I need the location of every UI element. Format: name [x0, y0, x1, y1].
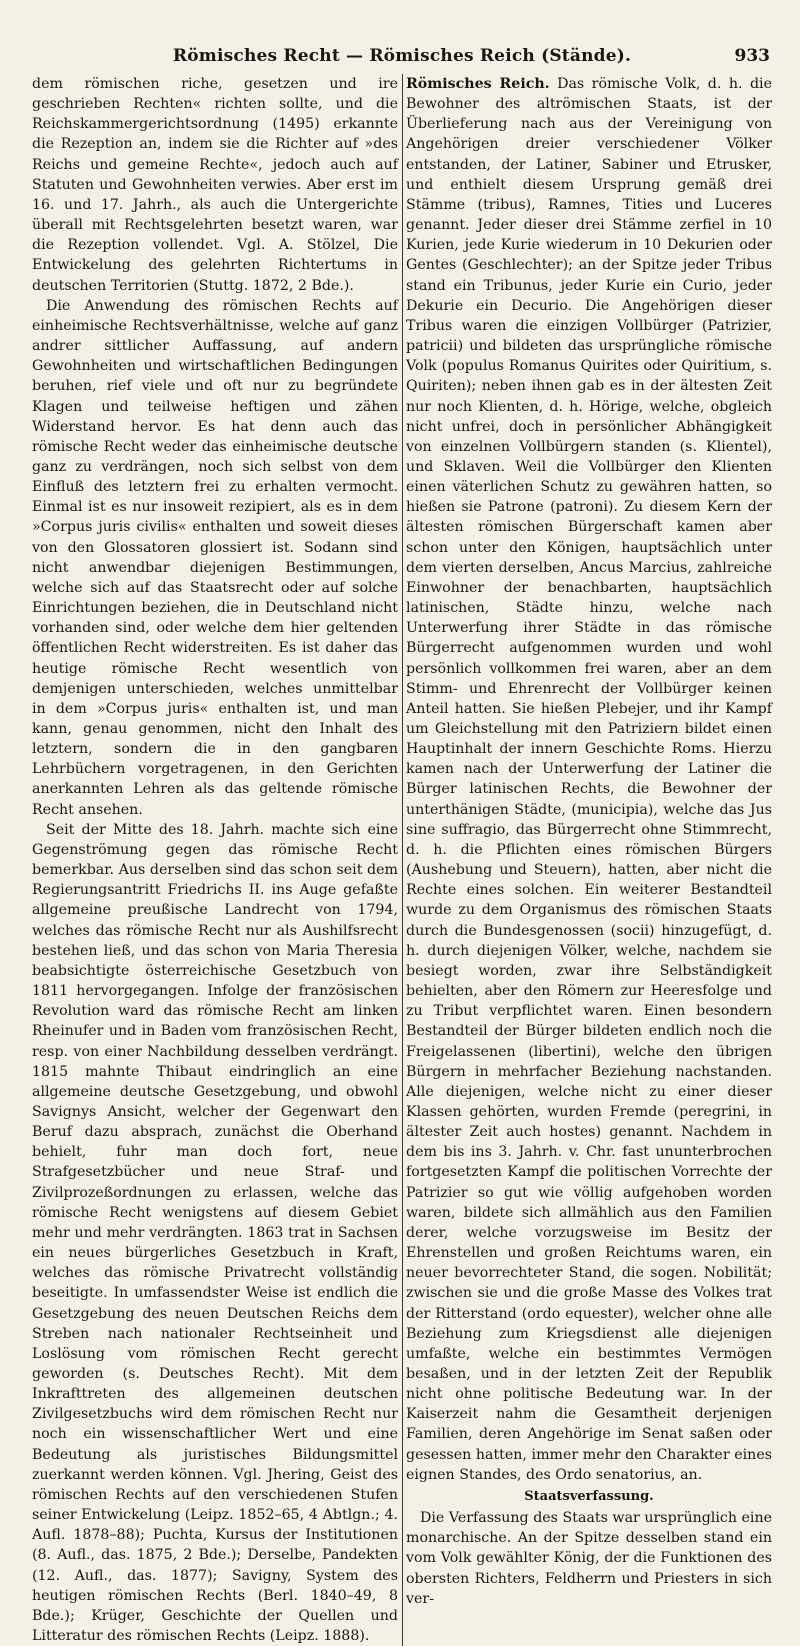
paragraph-roemisches-reich-text: Das römische Volk, d. h. die Bewohner des altrömischen Staats, ist der Überlieferung nach aus der Vereinigung von Angehörigen dreier verschiedener Völker entstanden, der Latiner, Sabiner und Etrusker, und enthielt diesem Ursprung gemäß drei Stämme (tribus), Ramnes, Tities und Luceres genannt. Jeder dieser drei Stämme zerfiel in 10 Kurien, jede Kurie wiederum in 10 Dekurien oder Gentes (Geschlechter); an der Spitze jeder Tribus stand ein Tribunus, jeder Kurie ein Curio, jeder Dekurie ein Decurio. Die Angehörigen dieser Tribus waren die einzigen Vollbürger (Patrizier, patricii) und bildeten das ursprüngliche römische Volk (populus Romanus Quirites oder Quiritium, s. Quiriten); neben ihnen gab es in der ältesten Zeit nur noch Klienten, d. h. Hörige, welche, obgleich nicht unfrei, doch in persönlicher Abhängigkeit von einzelnen Vollbürgern standen (s. Klientel), und Sklaven. Weil die Vollbürger den Klienten einen väterlichen Schutz zu gewähren hatten, so hießen sie Patrone (patroni). Zu diesem Kern der ältesten römischen Bürgerschaft kamen aber schon unter den Königen, hauptsächlich unter dem vierten derselben, Ancus Marcius, zahlreiche Einwohner der benachbarten, hauptsächlich latinischen, Städte hinzu, welche nach Unterwerfung ihrer Städte in das römische Bürgerrecht aufgenommen wurden und wohl persönlich vollkommen frei waren, aber an dem Stimm- und Ehrenrecht der Vollbürger keinen Anteil hatten. Sie hießen Plebejer, und ihr Kampf um Gleichstellung mit den Patriziern bildet einen Hauptinhalt der innern Geschichte Roms. Hierzu kamen nach der Unterwerfung der Latiner die Bürger latinischen Rechts, die Bewohner der unterthänigen Städte, (municipia), welche das Jus sine suffragio, das Bürgerrecht ohne Stimmrecht, d. h. die Pflichten eines römischen Bürgers (Aushebung und Steuern), hatten, aber nicht die Rechte eines solchen. Ein weiterer Bestandteil wurde zu dem Organismus des römischen Staats durch die Bundesgenossen (socii) hinzugefügt, d. h. durch diejenigen Völker, welche, nachdem sie besiegt worden, zwar ihre Selbständigkeit behielten, aber den Römern zur Heeresfolge und zu Tribut verpflichtet waren. Einen besondern Bestandteil der Bürger bildeten endlich noch die Freigelassenen (libertini), welche den übrigen Bürgern in mehrfacher Beziehung nachstanden. Alle diejenigen, welche nicht zu einer dieser Klassen gehörten, wurden Fremde (peregrini, in ältester Zeit auch hostes) genannt. Nachdem in dem bis ins 3. Jahrh. v. Chr. fast ununterbrochen fortgesetzten Kampf die politischen Vorrechte der Patrizier so gut wie völlig aufgehoben worden waren, bildete sich allmählich aus den Familien derer, welche vorzugsweise im Besitz der Ehrenstellen und großen Reichtums waren, ein neuer bevorrechteter Stand, die sogen. Nobilität; zwischen sie und die große Masse des Volkes trat der Ritterstand (ordo equester), welcher ohne alle Beziehung zum Kriegsdienst alle diejenigen umfaßte, welche ein bestimmtes Vermögen besaßen, und in der letzten Zeit der Republik nicht ohne politische Bedeutung war. In der Kaiserzeit nahm die Gesamtheit derjenigen Familien, deren Angehörige im Senat saßen oder gesessen hatten, immer mehr den Charakter eines eignen Standes, des Ordo senatorius, an. [406, 76, 772, 1483]
page-header [32, 38, 772, 72]
column-divider [402, 74, 403, 1646]
paragraph-rezeption-end: dem römischen riche, gesetzen und ire geschrieben Rechten« richten sollte, und die Reichskammergerichtsordnung (1495) erkannte die Rezeption an, indem sie die Richter auf »des Reichs und gemeine Rechte«, jedoch auch auf Statuten und Gewohnheiten verwies. Aber erst im 16. und 17. Jahrh., als auch die Untergerichte überall mit Rechtsgelehrten besetzt waren, war die Rezeption vollendet. Vgl. A. Stölzel, Die Entwickelung des gelehrten Richtertums in deutschen Territorien (Stuttg. 1872, 2 Bde.). [32, 76, 398, 294]
paragraph-staatsverfassung: Die Verfassung des Staats war ursprünglich eine monarchische. An der Spitze desselben stand ein vom Volk gewählter König, der die Funktionen des obersten Richters, Feldherrn und Priesters in sich ver- [406, 1510, 772, 1607]
page-number: 933 [734, 46, 770, 66]
section-heading: Staatsverfassung. [524, 1488, 654, 1504]
entry-headword: Römisches Reich. [406, 76, 550, 92]
text-columns [32, 74, 772, 1646]
right-column [406, 74, 772, 1646]
paragraph-anwendung: Die Anwendung des römischen Rechts auf einheimische Rechtsverhältnisse, welche auf ganz andrer sittlicher Auffassung, auf andern Gewohnheiten und wirtschaftlichen Bedingungen beruhen, rief viele und oft nur zu begründete Klagen und teilweise heftigen und zähen Widerstand hervor. Es hat denn auch das römische Recht weder das einheimische deutsche ganz zu verdrängen, noch sich selbst von dem Einfluß des letztern frei zu erhalten vermocht. Einmal ist es nur insoweit rezipiert, als es in dem »Corpus juris civilis« enthalten und soweit dieses von den Glossatoren glossiert ist. Sodann sind nicht anwendbar diejenigen Bestimmungen, welche sich auf das Staatsrecht oder auf solche Einrichtungen beziehen, die in Deutschland nicht vorhanden sind, oder welche dem hier geltenden öffentlichen Recht widerstreiten. Es ist daher das heutige römische Recht wesentlich von demjenigen unterschieden, welches unmittelbar in dem »Corpus juris« enthalten ist, und man kann, genau genommen, nicht den Inhalt des letztern, sondern die in den gangbaren Lehrbüchern vorgetragenen, in den Gerichten anerkannten Lehren als das geltende römische Recht ansehen. [32, 297, 398, 818]
left-column [32, 74, 398, 1646]
running-head: Römisches Recht — Römisches Reich (Stände). [172, 46, 632, 66]
paragraph-gegenstroemung: Seit der Mitte des 18. Jahrh. machte sich eine Gegenströmung gegen das römische Recht bemerkbar. Aus derselben sind das schon seit dem Regierungsantritt Friedrichs II. ins Auge gefaßte allgemeine preußische Landrecht von 1794, welches das römische Recht nur als Aushilfsrecht bestehen ließ, und das schon von Maria Theresia beabsichtigte österreichische Gesetzbuch von 1811 hervorgegangen. Infolge der französischen Revolution ward das römische Recht am linken Rheinufer und in Baden vom französischen Recht, resp. von einer Nachbildung desselben verdrängt. 1815 mahnte Thibaut eindringlich an eine allgemeine deutsche Gesetzgebung, und obwohl Savignys Ansicht, welcher der Gegenwart den Beruf dazu absprach, zunächst die Oberhand behielt, fuhr man doch fort, neue Strafgesetzbücher und neue Straf- und Zivilprozeßordnungen zu erlassen, welche das römische Recht wenigstens auf diesem Gebiet mehr und mehr verdrängten. 1863 trat in Sachsen ein neues bürgerliches Gesetzbuch in Kraft, welches das römische Privatrecht vollständig beseitigte. In umfassendster Weise ist endlich die Gesetzgebung des neuen Deutschen Reichs dem Streben nach nationaler Rechtseinheit und Loslösung vom römischen Recht gerecht geworden (s. Deutsches Recht). Mit dem Inkrafttreten des allgemeinen deutschen Zivilgesetzbuchs wird dem römischen Recht nur noch ein wissenschaftlicher Wert und eine Bedeutung als juristisches Bildungsmittel zuerkannt werden können. Vgl. Jhering, Geist des römischen Rechts auf den verschiedenen Stufen seiner Entwickelung (Leipz. 1852–65, 4 Abtlgn.; 4. Aufl. 1878–88); Puchta, Kursus der Institutionen (8. Aufl., das. 1875, 2 Bde.); Derselbe, Pandekten (12. Aufl., das. 1877); Savigny, System des heutigen römischen Rechts (Berl. 1840–49, 8 Bde.); Krüger, Geschichte der Quellen und Litteratur des römischen Rechts (Leipz. 1888). [32, 821, 398, 1645]
paragraph-roemisches-reich [406, 74, 772, 1485]
